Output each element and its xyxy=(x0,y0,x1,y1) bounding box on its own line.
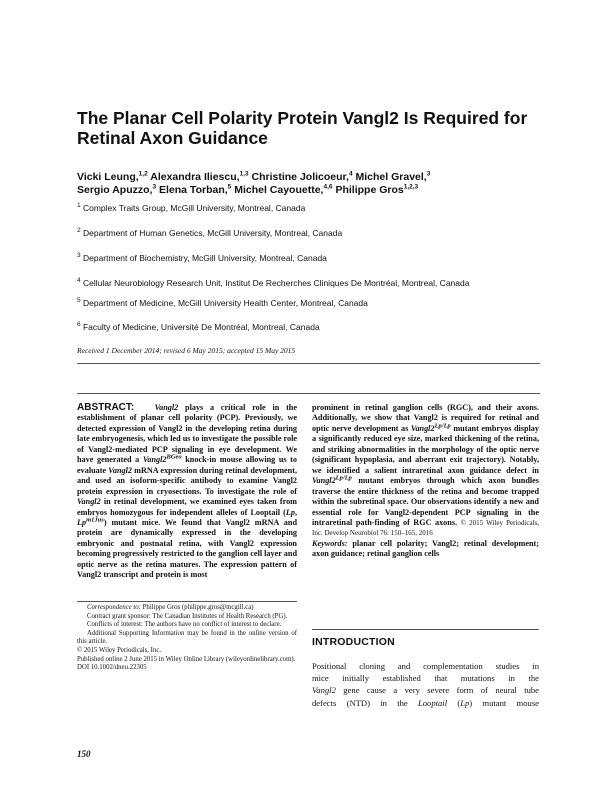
author-affiliation-sup: 4,6 xyxy=(323,183,333,191)
affiliation-text: Cellular Neurobiology Research Unit, Institut De Recherches Cliniques De Montréal, Montreal, Canada xyxy=(80,278,470,288)
correspondence-label: Correspondence to: xyxy=(87,604,141,611)
affiliation xyxy=(77,203,305,213)
keywords-label: Keywords: xyxy=(312,538,348,548)
intro-line: Positional cloning and complementation studies in xyxy=(312,661,539,671)
allele-name: Lp xyxy=(285,507,295,517)
author-affiliation-sup: 4 xyxy=(348,170,353,178)
abstract-text: mRNA expression during retinal development, and used an isoform-specific antibody to examine Vangl2 protein expression in cryosections. To investigate the role of xyxy=(77,465,297,496)
affiliation-number: 2 xyxy=(77,227,81,235)
doi: DOI 10.1002/dneu.22305 xyxy=(77,664,147,672)
abstract-text: mutant embryos display a significantly reduced eye size, marked thickening of the retina, and striking abnormalities in the morphology of the optic nerve (significant hypoplasia, and aberrant exit trajectory). Notably, we identified a salient intraretinal axon guidance defect in xyxy=(312,423,539,475)
intro-rule xyxy=(312,629,539,630)
author-name: Christine Jolicoeur, xyxy=(251,171,349,183)
affiliation-text: Faculty of Medicine, Université De Montréal, Montreal, Canada xyxy=(80,322,320,332)
abstract-left-column xyxy=(77,403,297,581)
author-affiliation-sup: 5 xyxy=(227,183,232,191)
affiliation xyxy=(77,322,320,332)
author-name: Elena Torban, xyxy=(159,184,228,196)
copyright-note: © 2015 Wiley Periodicals, Inc. xyxy=(77,646,162,654)
author-name: Philippe Gros xyxy=(335,184,404,196)
conflict-note: Conflicts of interest: The authors have no conflict of interest to declare. xyxy=(87,621,282,629)
affiliation-text: Complex Traits Group, McGill University, Montreal, Canada xyxy=(80,203,306,213)
intro-text-run: gene cause a very severe form of neural tube xyxy=(335,685,539,696)
affiliation-number: 1 xyxy=(77,202,81,210)
affiliation-number: 4 xyxy=(77,277,81,285)
author-name: Sergio Apuzzo, xyxy=(77,184,153,196)
author-affiliation-sup: 1,2 xyxy=(138,170,148,178)
abstract-heading: ABSTRACT: xyxy=(77,402,135,413)
mutant-name: Looptail xyxy=(417,697,448,708)
footnotes xyxy=(77,604,297,673)
top-rule xyxy=(77,363,540,364)
abstract-rule xyxy=(77,393,540,394)
allele-sup: m1Jus xyxy=(86,516,104,524)
keywords: planar cell polarity; Vangl2; retinal development; axon guidance; retinal ganglion cells xyxy=(312,538,539,559)
affiliation-text: Department of Biochemistry, McGill University, Montreal, Canada xyxy=(80,253,327,263)
abstract-right-column xyxy=(312,403,539,560)
received-dates: Received 1 December 2014; revised 6 May 2015; accepted 15 May 2015 xyxy=(77,346,296,355)
gene-name: Vangl2 xyxy=(77,497,101,507)
intro-text-run: ( xyxy=(447,697,461,708)
abstract-text: mutant embryos through which axon bundles traverse the entire thickness of the retina and become trapped within the subretinal space. Our observations identify a new and essential role for Vangl2-dependent PCP signaling in the intraretinal path-finding of RGC axons. xyxy=(312,476,539,527)
intro-line xyxy=(312,697,539,709)
mutant-name: Lp xyxy=(460,697,470,708)
gene-name: Vangl2 xyxy=(312,476,336,486)
affiliation xyxy=(77,298,368,308)
supporting-note: Additional Supporting Information may be found in the online version of this article. xyxy=(77,629,297,646)
abstract-copyright: © 2015 Wiley Periodicals, Inc. Develop Neurobiol 76: 150–165, 2016 xyxy=(312,518,540,538)
affiliation-text: Department of Medicine, McGill University Health Center, Montreal, Canada xyxy=(80,298,368,308)
affiliation xyxy=(77,278,469,288)
author-name: Alexandra Iliescu, xyxy=(150,171,240,183)
allele-sup: BGeo xyxy=(166,453,182,461)
allele-sup: Lp/Lp xyxy=(335,474,352,482)
abstract-text: in retinal development, we examined eyes taken from embryos homozygous for independent alleles of Looptail ( xyxy=(77,497,297,517)
abstract-text: knock-in mouse allowing us to evaluate xyxy=(77,455,297,475)
abstract-text: plays a critical role in the establishment of planar cell polarity (PCP). Previously, we detected expression of Vangl2 in the developing retina during late embryogenesis, which led us to investigate the possible role of Vangl2-mediated PCP signaling in eye development. We have generated a xyxy=(77,403,297,465)
correspondence: Philippe Gros (philippe.gros@mcgill.ca) xyxy=(140,604,254,611)
footnote-rule xyxy=(77,601,297,602)
gene-name: Vangl2 xyxy=(142,455,167,465)
gene-name: Vangl2 xyxy=(154,403,179,412)
intro-text-run: defects (NTD) in the xyxy=(312,697,418,708)
intro-text-run: ) mutant mouse xyxy=(469,697,539,708)
author-affiliation-sup: 1,3 xyxy=(239,170,249,178)
author-affiliation-sup: 3 xyxy=(152,183,157,191)
article-title: The Planar Cell Polarity Protein Vangl2 Is Required for Retinal Axon Guidance xyxy=(77,108,528,148)
author-affiliation-sup: 3 xyxy=(426,170,431,178)
gene-name: Vangl2 xyxy=(410,423,435,433)
author-name: Vicki Leung, xyxy=(77,171,139,183)
author-list xyxy=(77,171,537,197)
page-number: 150 xyxy=(77,749,91,759)
affiliation-number: 6 xyxy=(77,321,81,329)
intro-line: mice initially established that mutations in the xyxy=(312,673,539,684)
allele-sup: Lp/Lp xyxy=(434,422,451,430)
affiliation xyxy=(77,253,327,263)
grant-note: Contract grant sponsor: The Canadian Institutes of Health Research (PG). xyxy=(87,612,288,620)
author-name: Michel Gravel, xyxy=(355,171,427,183)
introduction-text xyxy=(312,660,539,709)
published-note: Published online 2 June 2015 in Wiley Online Library (wileyonlinelibrary.com). xyxy=(77,655,296,663)
author-name: Michel Cayouette, xyxy=(234,184,324,196)
author-affiliation-sup: 1,2,3 xyxy=(403,183,419,191)
affiliation-number: 5 xyxy=(77,297,81,305)
affiliation-text: Department of Human Genetics, McGill University, Montreal, Canada xyxy=(80,228,343,238)
intro-line xyxy=(312,684,539,696)
introduction-heading: INTRODUCTION xyxy=(312,636,395,648)
abstract-text: prominent in retinal ganglion cells (RGC), and their axons. Additionally, we show that Vangl2 is required for retinal and optic nerve development as xyxy=(312,403,539,433)
abstract-text: ) mutant mice. We found that Vangl2 mRNA and protein are dynamically expressed in the developing embryonic and postnatal retina, with Vangl2 expression becoming progressively restricted to the ganglion cell layer and optic nerve as the retina matures. The expression pattern of Vangl2 transcript and protein is most xyxy=(77,517,297,580)
allele-name: Lp xyxy=(77,517,87,527)
affiliation xyxy=(77,228,342,238)
abstract-text: , xyxy=(294,507,297,517)
gene-name: Vangl2 xyxy=(312,685,336,696)
gene-name: Vangl2 xyxy=(108,465,132,475)
affiliation-number: 3 xyxy=(77,252,81,260)
